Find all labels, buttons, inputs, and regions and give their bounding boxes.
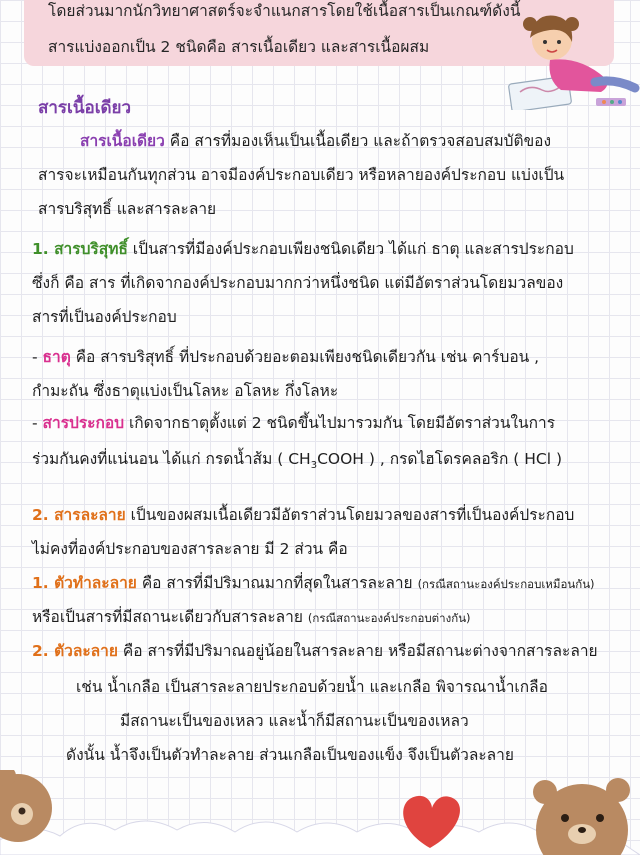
element-text-1: คือ สารบริสุทธิ์ ที่ประกอบด้วยอะตอมเพียงชนิดเดียวกัน เช่น คาร์บอน , (70, 348, 540, 366)
girl-drawing-sticker (500, 10, 640, 110)
example-line-2: มีสถานะเป็นของเหลว และน้ำก็มีสถานะเป็นของเหลว (120, 712, 469, 730)
term-solute: ตัวละลาย (54, 642, 118, 660)
element-dash: - (32, 348, 43, 366)
example-line-1: เช่น น้ำเกลือ เป็นสารละลายประกอบด้วยน้ำ และเกลือ พิจารณาน้ำเกลือ (76, 678, 548, 696)
compound-dash: - (32, 414, 43, 432)
pure-text-1: เป็นสารที่มีองค์ประกอบเพียงชนิดเดียว ได้แก่ ธาตุ และสารประกอบ (127, 240, 574, 258)
compound-line-2 (32, 446, 562, 471)
term-pure-substance: สารบริสุทธิ์ (54, 240, 128, 258)
compound-line-1 (32, 410, 555, 435)
intro-line-1: โดยส่วนมากนักวิทยาศาสตร์จะจำแนกสารโดยใช้เนื้อสารเป็นเกณฑ์ดังนี้ (48, 2, 521, 20)
term-solvent: ตัวทำละลาย (54, 574, 137, 592)
term-homogeneous: สารเนื้อเดียว (80, 132, 165, 150)
pure-number: 1. (32, 240, 55, 258)
solvent-note-1: (กรณีสถานะองค์ประกอบเหมือนกัน) (417, 577, 595, 591)
definition-line-1 (80, 128, 551, 153)
solution-line-2: ไม่คงที่องค์ประกอบของสารละลาย มี 2 ส่วน คือ (32, 540, 348, 558)
pure-line-1 (32, 236, 574, 261)
term-compound: สารประกอบ (42, 414, 125, 432)
example-line-3: ดังนั้น น้ำจึงเป็นตัวทำละลาย ส่วนเกลือเป็นของแข็ง จึงเป็นตัวละลาย (66, 746, 514, 764)
pure-line-2: ซึ่งก็ คือ สาร ที่เกิดจากองค์ประกอบมากกว่าหนึ่งชนิด แต่มีอัตราส่วนโดยมวลของ (32, 274, 564, 292)
solution-line-1 (32, 502, 574, 527)
solvent-note-2: (กรณีสถานะองค์ประกอบต่างกัน) (307, 611, 471, 625)
solvent-number: 1. (32, 574, 55, 592)
intro-line-2: สารแบ่งออกเป็น 2 ชนิดคือ สารเนื้อเดียว และสารเนื้อผสม (48, 38, 430, 56)
solvent-text-1: คือ สารที่มีปริมาณมากที่สุดในสารละลาย (136, 574, 418, 592)
solute-line-1 (32, 638, 598, 663)
section-heading: สารเนื้อเดียว (38, 98, 132, 118)
compound-text-2b: COOH ) , กรดไฮโดรคลอริก ( HCl ) (317, 450, 563, 468)
definition-line-3: สารบริสุทธิ์ และสารละลาย (38, 200, 217, 218)
term-solution: สารละลาย (54, 506, 126, 524)
compound-subscript: 3 (310, 460, 318, 472)
compound-text-2a: ร่วมกันคงที่แน่นอน ได้แก่ กรดน้ำส้ม ( CH (32, 450, 311, 468)
solvent-line-2 (32, 604, 471, 629)
definition-text-1: คือ สารที่มองเห็นเป็นเนื้อเดียว และถ้าตรวจสอบสมบัติของ (164, 132, 552, 150)
bear-right-icon (533, 778, 630, 855)
term-element: ธาตุ (42, 348, 71, 366)
solution-number: 2. (32, 506, 55, 524)
solute-number: 2. (32, 642, 55, 660)
solvent-line-1 (32, 570, 595, 595)
solution-text-1: เป็นของผสมเนื้อเดียวมีอัตราส่วนโดยมวลของสารที่เป็นองค์ประกอบ (125, 506, 575, 524)
element-line-2: กำมะถัน ซึ่งธาตุแบ่งเป็นโลหะ อโลหะ กึ่งโลหะ (32, 382, 339, 400)
compound-text-1: เกิดจากธาตุตั้งแต่ 2 ชนิดขึ้นไปมารวมกัน โดยมีอัตราส่วนในการ (124, 414, 556, 432)
definition-line-2: สารจะเหมือนกันทุกส่วน อาจมีองค์ประกอบเดียว หรือหลายองค์ประกอบ แบ่งเป็น (38, 166, 565, 184)
pure-line-3: สารที่เป็นองค์ประกอบ (32, 308, 177, 326)
bottom-decoration (0, 770, 640, 855)
solvent-text-2: หรือเป็นสารที่มีสถานะเดียวกับสารละลาย (32, 608, 308, 626)
solute-text-1: คือ สารที่มีปริมาณอยู่น้อยในสารละลาย หรือมีสถานะต่างจากสารละลาย (117, 642, 598, 660)
element-line-1 (32, 344, 539, 369)
